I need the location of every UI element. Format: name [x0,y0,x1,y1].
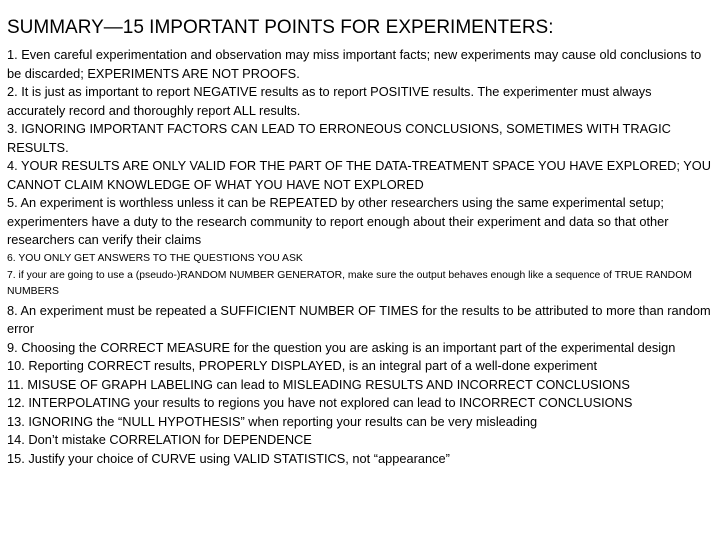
point-10: 10. Reporting CORRECT results, PROPERLY DISPLAYED, is an integral part of a well-done experiment [7,358,598,373]
point-14: 14. Don’t mistake CORRELATION for DEPENDENCE [7,432,312,447]
point-9: 9. Choosing the CORRECT MEASURE for the question you are asking is an important part of the experimental design [7,339,676,355]
point-3: 3. IGNORING IMPORTANT FACTORS CAN LEAD TO ERRONEOUS CONCLUSIONS, SOMETIMES WITH TRAGIC RESULTS. [7,121,671,155]
point-15: 15. Justify your choice of CURVE using VALID STATISTICS, not “appearance” [7,450,450,466]
point-5: 5. An experiment is worthless unless it can be REPEATED by other researchers using the same experimental setup; experimenters have a duty to the research community to report enough about their experiment and data so that other researchers can verify their claims [7,195,669,247]
slide-title: SUMMARY—15 IMPORTANT POINTS FOR EXPERIMENTERS: [7,17,554,38]
point-7: 7. if your are going to use a (pseudo-)RANDOM NUMBER GENERATOR, make sure the output behaves enough like a sequence of TRUE RANDOM NUMBERS [7,269,692,297]
point-4: 4. YOUR RESULTS ARE ONLY VALID FOR THE PART OF THE DATA-TREATMENT SPACE YOU HAVE EXPLORED; YOU CANNOT CLAIM KNOWLEDGE OF WHAT YOU HAVE NOT EXPLORED [7,158,711,192]
point-2: 2. It is just as important to report NEGATIVE results as to report POSITIVE results. The experimenter must always accurately record and thoroughly report ALL results. [7,84,652,118]
summary-slide [7,16,713,468]
point-1: 1. Even careful experimentation and observation may miss important facts; new experiments may cause old conclusions to be discarded; EXPERIMENTS ARE NOT PROOFS. [7,47,702,81]
point-11: 11. MISUSE OF GRAPH LABELING can lead to MISLEADING RESULTS AND INCORRECT CONCLUSIONS [7,376,630,392]
point-8: 8. An experiment must be repeated a SUFFICIENT NUMBER OF TIMES for the results to be attributed to more than random error [7,302,711,336]
point-13: 13. IGNORING the “NULL HYPOTHESIS” when reporting your results can be very misleading [7,413,538,429]
point-12: 12. INTERPOLATING your results to regions you have not explored can lead to INCORRECT CONCLUSIONS [7,395,633,410]
point-6: 6. YOU ONLY GET ANSWERS TO THE QUESTIONS YOU ASK [7,252,303,264]
points-list [7,46,713,468]
